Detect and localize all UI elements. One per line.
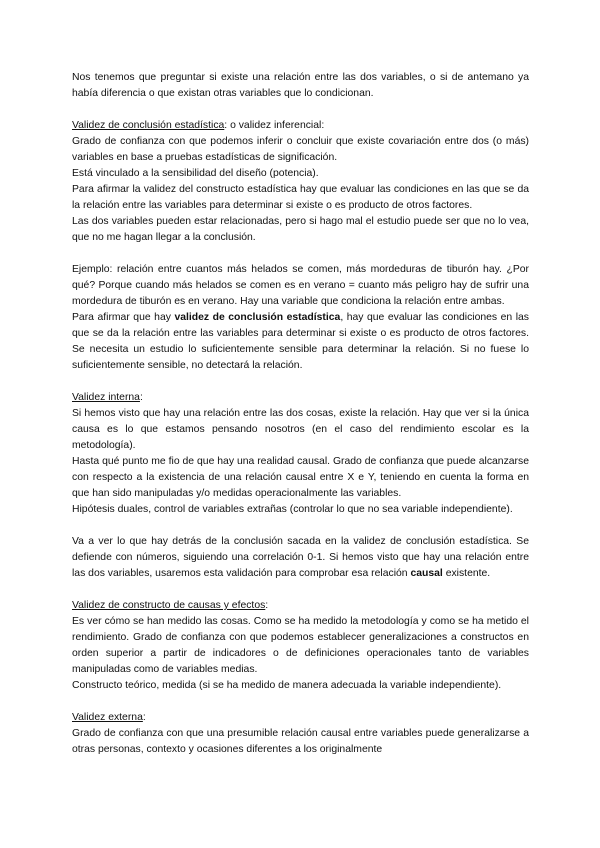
spacer (72, 518, 529, 534)
construct-paragraph-2: Constructo teórico, medida (si se ha medido de manera adecuada la variable independiente). (72, 680, 502, 691)
conclusion-paragraph-1: Grado de confianza con que podemos inferir o concluir que existe covariación entre dos (o más) variables en base a pruebas estadísticas de significación. (72, 136, 529, 163)
intro-paragraph: Nos tenemos que preguntar si existe una relación entre las dos variables, o si de antemano ya había diferencia o que existan otras variables que lo condicionan. (72, 72, 529, 99)
example-text-before: Para afirmar que hay (72, 312, 175, 323)
external-heading-suffix: : (142, 712, 146, 723)
spacer (72, 694, 529, 710)
construct-heading-suffix: : (265, 600, 269, 611)
behind-bold-term: causal (410, 568, 443, 579)
behind-text-after: existente. (442, 568, 491, 579)
document-page (72, 70, 529, 758)
external-heading: Validez externa (72, 712, 143, 723)
internal-heading-line (72, 390, 529, 406)
example-bold-term: validez de conclusión estadística (174, 312, 341, 323)
spacer (72, 102, 529, 118)
construct-paragraph-1: Es ver cómo se han medido las cosas. Como se ha medido la metodología y como se ha metido el rendimiento. Grado de confianza con que podemos establecer generalizaciones a constructos en orden superior a partir de indicadores o de definiciones operacionales tanto de variables manipuladas como de variables medias. (72, 616, 529, 675)
spacer (72, 582, 529, 598)
spacer (72, 246, 529, 262)
conclusion-heading-suffix: : o validez inferencial: (224, 120, 325, 131)
construct-heading-line (72, 598, 529, 614)
construct-heading: Validez de constructo de causas y efectos (72, 600, 266, 611)
internal-heading: Validez interna (72, 392, 140, 403)
conclusion-paragraph-3: Para afirmar la validez del constructo estadística hay que evaluar las condiciones en las que se da la relación entre las variables para determinar si existe o es producto de otros factores. (72, 184, 529, 211)
conclusion-paragraph-2: Está vinculado a la sensibilidad del diseño (potencia). (72, 168, 319, 179)
internal-paragraph-3: Hipótesis duales, control de variables extrañas (controlar lo que no sea variable independiente). (72, 504, 513, 515)
behind-paragraph (72, 534, 529, 582)
internal-paragraph-2: Hasta qué punto me fio de que hay una realidad causal. Grado de confianza que puede alcanzarse con respecto a la existencia de una relación causal entre X e Y, teniendo en cuenta la forma en que han sido manipuladas y/o medidas operacionalmente las variables. (72, 456, 529, 499)
example-paragraph-1: Ejemplo: relación entre cuantos más helados se comen, más mordeduras de tiburón hay. ¿Por qué? Porque cuando más helados se comen es en verano = cuanto más peligro hay de sufrir una mordedura de tiburón es en verano. Hay una variable que condiciona la relación entre ambas. (72, 264, 529, 307)
conclusion-heading-line (72, 118, 529, 134)
conclusion-paragraph-4: Las dos variables pueden estar relacionadas, pero si hago mal el estudio puede ser que no lo vea, que no me hagan llegar a la conclusión. (72, 216, 529, 243)
external-heading-line (72, 710, 529, 726)
conclusion-heading: Validez de conclusión estadística (72, 120, 225, 131)
example-paragraph-2 (72, 310, 529, 374)
external-paragraph-1: Grado de confianza con que una presumible relación causal entre variables puede generalizarse a otras personas, contexto y ocasiones diferentes a los originalmente (72, 728, 529, 755)
internal-heading-suffix: : (139, 392, 143, 403)
example-text-after: , hay que evaluar las condiciones en las que se da la relación entre las variables para determinar si existe o es producto de otros factores. Se necesita un estudio lo suficientemente sensible para determinar la relación. Si no fuese lo suficientemente sensible, no detectará la relación. (72, 312, 529, 371)
internal-paragraph-1: Si hemos visto que hay una relación entre las dos cosas, existe la relación. Hay que ver si la única causa es lo que estamos pensando nosotros (en el caso del rendimiento escolar es la metodología). (72, 408, 529, 451)
spacer (72, 374, 529, 390)
behind-text-before: Va a ver lo que hay detrás de la conclusión sacada en la validez de conclusión estadística. Se defiende con números, siguiendo una correlación 0-1. Si hemos visto que hay una relación entre las dos variables, usaremos esta validación para comprobar esa relación (72, 536, 529, 579)
